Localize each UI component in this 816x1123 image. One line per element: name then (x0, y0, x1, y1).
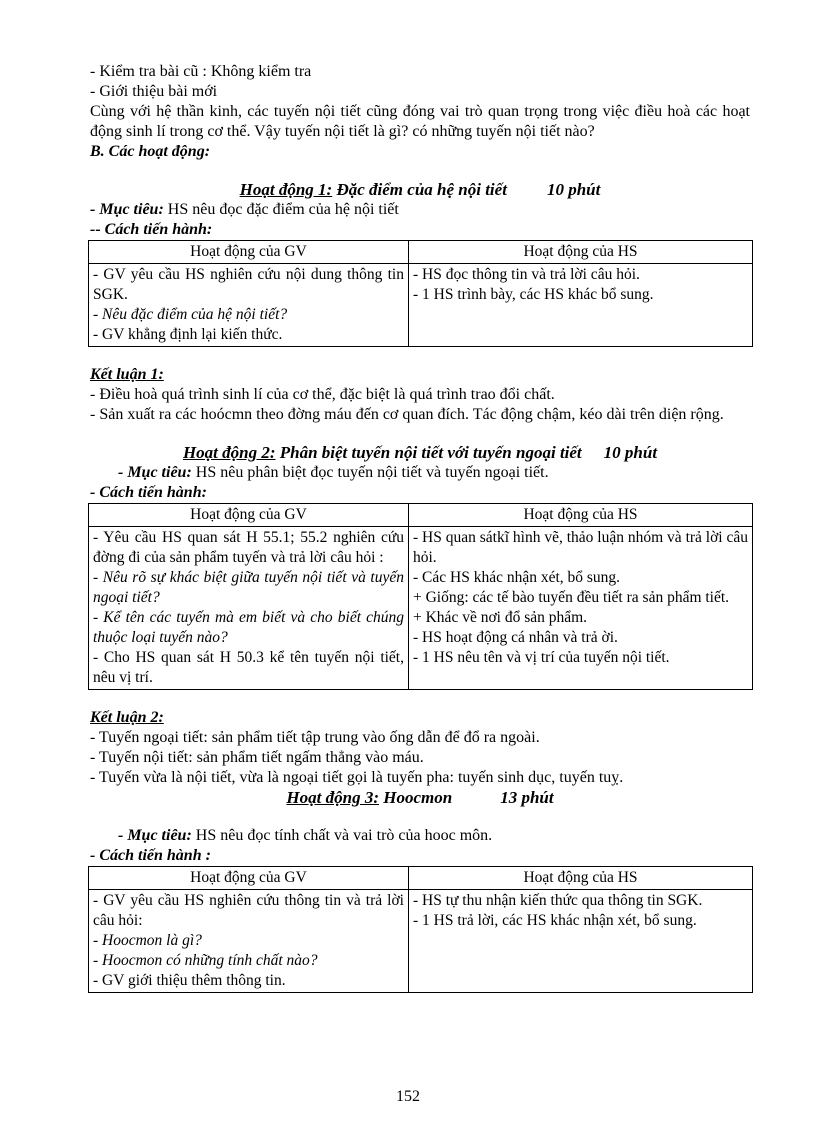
activity3-method: - Cách tiến hành : (90, 847, 211, 864)
list-item: - Nêu rõ sự khác biệt giữa tuyến nội tiết và tuyến ngoại tiết? (93, 569, 404, 606)
activity3-heading (90, 788, 750, 808)
conclusion1-line: - Điều hoà quá trình sinh lí của cơ thể, đặc biệt là quá trình trao đổi chất. (90, 386, 555, 403)
list-item: - HS quan sátkĩ hình vẽ, thảo luận nhóm và trả lời câu hỏi. (413, 529, 748, 566)
activity2-goal-label: - Mục tiêu: (118, 464, 192, 481)
activity3-title: Hoạt động 3: (286, 788, 379, 807)
activity2-goal (90, 463, 750, 483)
activity1-goal-label: - Mục tiêu: (90, 201, 164, 218)
activity1-heading (90, 180, 750, 200)
list-item: - HS hoạt động cá nhân và trả ời. (413, 629, 618, 646)
list-item: - 1 HS nêu tên và vị trí của tuyến nội tiết. (413, 649, 670, 666)
activity3-subtitle: Hoocmon (378, 788, 453, 807)
intro-paragraph: Cùng với hệ thần kinh, các tuyến nội tiết cũng đóng vai trò quan trọng trong việc điều hoà các hoạt động sinh lí trong cơ thể. Vậy tuyến nội tiết là gì? có những tuyến nội tiết nào? (90, 103, 750, 140)
conclusion2-line: - Tuyến vừa là nội tiết, vừa là ngoại tiết gọi là tuyến pha: tuyến sinh dục, tuyến tuỵ. (90, 769, 624, 786)
list-item: - GV khẳng định lại kiến thức. (93, 326, 283, 343)
conclusion1-line: - Sản xuất ra các hoócmn theo đờng máu đến cơ quan đích. Tác động chậm, kéo dài trên diện rộng. (90, 406, 724, 423)
activity2-hs-cell (409, 527, 753, 690)
activity1-col-gv: Hoạt động của GV (89, 241, 409, 264)
activity1-gv-cell (89, 264, 409, 347)
list-item: - Yêu cầu HS quan sát H 55.1; 55.2 nghiên cứu đờng đi của sản phẩm tuyến và trả lời câu hỏi : (93, 529, 404, 566)
activity3-table (88, 866, 753, 993)
activity2-gv-cell (89, 527, 409, 690)
list-item: - Các HS khác nhận xét, bổ sung. (413, 569, 621, 586)
check-old-lesson: - Kiểm tra bài cũ : Không kiểm tra (90, 63, 312, 80)
list-item: - 1 HS trình bày, các HS khác bổ sung. (413, 286, 654, 303)
activity3-goal-label: - Mục tiêu: (118, 827, 192, 844)
list-item: + Giống: các tế bào tuyến đều tiết ra sản phẩm tiết. (413, 589, 730, 606)
activity2-title: Hoạt động 2: (182, 443, 276, 462)
list-item: - GV yêu cầu HS nghiên cứu nội dung thông tin SGK. (93, 266, 404, 303)
activity1-goal (90, 200, 750, 220)
activity1-table (88, 240, 753, 347)
list-item: - GV giới thiệu thêm thông tin. (93, 972, 286, 989)
activity1-subtitle: Đặc điểm của hệ nội tiết (332, 180, 507, 199)
activity1-method: -- Cách tiến hành: (90, 221, 213, 238)
list-item: - Nêu đặc điểm của hệ nội tiết? (93, 306, 288, 323)
activity1-col-hs: Hoạt động của HS (409, 241, 753, 264)
activity3-col-hs: Hoạt động của HS (409, 867, 753, 890)
document-page (90, 62, 750, 993)
activity3-time: 13 phút (500, 788, 554, 807)
conclusion2-line: - Tuyến nội tiết: sản phẩm tiết ngấm thẳng vào máu. (90, 749, 424, 766)
activity2-col-gv: Hoạt động của GV (89, 504, 409, 527)
section-b-heading: B. Các hoạt động: (90, 143, 211, 160)
list-item: - GV yêu cầu HS nghiên cứu thông tin và trả lời câu hỏi: (93, 892, 404, 929)
activity2-goal-text: HS nêu phân biệt đọc tuyến nội tiết và tuyến ngoại tiết. (191, 464, 549, 481)
activity3-goal-text: HS nêu đọc tính chất và vai trò của hooc môn. (191, 827, 493, 844)
activity3-gv-cell (89, 890, 409, 993)
new-lesson-intro: - Giới thiệu bài mới (90, 83, 218, 100)
list-item: - Hoocmon có những tính chất nào? (93, 952, 318, 969)
list-item: - 1 HS trả lời, các HS khác nhận xét, bổ sung. (413, 912, 697, 929)
activity1-time: 10 phút (546, 180, 601, 199)
activity3-hs-cell (409, 890, 753, 993)
list-item: - HS tự thu nhận kiến thức qua thông tin SGK. (413, 892, 703, 909)
activity1-hs-cell (409, 264, 753, 347)
list-item: - Hoocmon là gì? (93, 932, 202, 949)
activity3-goal (90, 826, 750, 846)
list-item: + Khác về nơi đổ sản phẩm. (413, 609, 588, 626)
activity2-method: - Cách tiến hành: (90, 484, 207, 501)
list-item: - Kể tên các tuyến mà em biết và cho biết chúng thuộc loại tuyến nào? (93, 609, 404, 646)
page-number: 152 (396, 1088, 420, 1105)
activity2-col-hs: Hoạt động của HS (409, 504, 753, 527)
list-item: - Cho HS quan sát H 50.3 kể tên tuyến nội tiết, nêu vị trí. (93, 649, 404, 686)
activity3-col-gv: Hoạt động của GV (89, 867, 409, 890)
conclusion2-title: Kết luận 2: (90, 709, 164, 726)
list-item: - HS đọc thông tin và trả lời câu hỏi. (413, 266, 640, 283)
conclusion2-line: - Tuyến ngoại tiết: sản phẩm tiết tập trung vào ống dẫn để đổ ra ngoài. (90, 729, 540, 746)
conclusion1-title: Kết luận 1: (90, 366, 164, 383)
activity1-title: Hoạt động 1: (239, 180, 333, 199)
activity2-time: 10 phút (603, 443, 658, 462)
activity1-goal-text: HS nêu đọc đặc điểm của hệ nội tiết (163, 201, 399, 218)
activity2-heading (90, 443, 750, 463)
activity2-subtitle: Phân biệt tuyến nội tiết với tuyến ngoại tiết (275, 443, 582, 462)
activity2-table (88, 503, 753, 690)
